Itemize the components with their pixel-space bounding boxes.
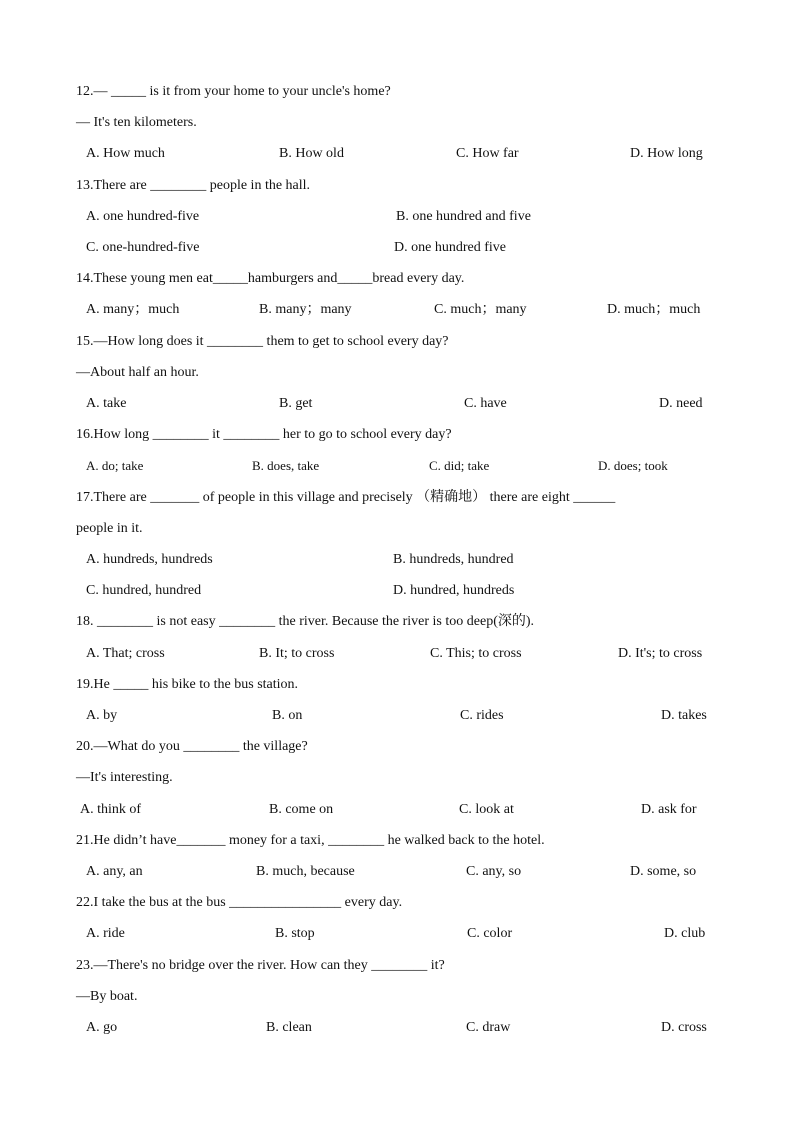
question-18-options	[86, 644, 714, 664]
option-d: D. cross	[661, 1020, 707, 1035]
option-b: B. on	[272, 708, 303, 723]
option-c: C. look at	[459, 802, 514, 817]
option-c: C. rides	[460, 708, 504, 723]
option-a: A. That; cross	[86, 646, 165, 661]
option-d: D. ask for	[641, 802, 697, 817]
option-b: B. clean	[266, 1020, 312, 1035]
option-c: C. color	[467, 926, 513, 941]
option-a: A. one hundred-five	[86, 209, 200, 224]
option-b: B. does, take	[252, 458, 320, 473]
option-d: D. one hundred five	[394, 240, 506, 255]
option-a: A. many；much	[86, 302, 180, 317]
option-d: D. takes	[661, 708, 707, 723]
option-c: C. much；many	[434, 302, 527, 317]
question-19-options	[86, 706, 714, 726]
option-c: C. hundred, hundred	[86, 583, 202, 598]
option-c: C. draw	[466, 1020, 511, 1035]
question-12-answer: — It's ten kilometers.	[76, 115, 197, 130]
option-d: D. much；much	[607, 302, 701, 317]
question-21-stem: 21.He didn’t have_______ money for a taxi, ________ he walked back to the hotel.	[76, 833, 545, 848]
option-a: A. ride	[86, 926, 125, 941]
question-15-answer: —About half an hour.	[76, 365, 199, 380]
question-23-stem: 23.—There's no bridge over the river. How can they ________ it?	[76, 958, 445, 973]
question-21-options	[86, 862, 714, 882]
question-17-stem: 17.There are _______ of people in this village and precisely （精确地） there are eight ______	[76, 490, 616, 505]
option-a: A. think of	[80, 802, 142, 817]
question-17-options-row-1	[86, 550, 714, 570]
question-15-stem: 15.—How long does it ________ them to get to school every day?	[76, 334, 449, 349]
question-12-stem: 12.— _____ is it from your home to your uncle's home?	[76, 84, 391, 99]
option-a: A. by	[86, 708, 118, 723]
option-a: A. hundreds, hundreds	[86, 552, 213, 567]
option-b: B. much, because	[256, 864, 355, 879]
question-13-options-row-1	[86, 207, 714, 227]
option-c: C. one-hundred-five	[86, 240, 200, 255]
option-c: C. any, so	[466, 864, 522, 879]
question-12-options	[86, 144, 714, 164]
question-23-answer: —By boat.	[76, 989, 138, 1004]
question-14-stem: 14.These young men eat_____hamburgers and_____bread every day.	[76, 271, 465, 286]
question-16-stem: 16.How long ________ it ________ her to go to school every day?	[76, 427, 452, 442]
option-c: C. did; take	[429, 458, 490, 473]
question-19-stem: 19.He _____ his bike to the bus station.	[76, 677, 299, 692]
question-13-stem: 13.There are ________ people in the hall.	[76, 178, 311, 193]
question-16-options	[86, 456, 714, 476]
question-14-options	[86, 300, 714, 320]
option-d: D. How long	[630, 146, 703, 161]
option-b: B. stop	[275, 926, 315, 941]
question-15-options	[86, 394, 714, 414]
option-a: A. How much	[86, 146, 165, 161]
option-b: B. How old	[279, 146, 344, 161]
question-18-stem: 18. ________ is not easy ________ the river. Because the river is too deep(深的).	[76, 614, 535, 629]
option-a: A. take	[86, 396, 127, 411]
option-c: C. have	[464, 396, 507, 411]
question-20-stem: 20.—What do you ________ the village?	[76, 739, 308, 754]
option-b: B. come on	[269, 802, 334, 817]
option-d: D. some, so	[630, 864, 697, 879]
option-a: A. do; take	[86, 458, 144, 473]
question-13-options-row-2	[86, 238, 714, 258]
option-b: B. one hundred and five	[396, 209, 531, 224]
question-20-answer: —It's interesting.	[76, 770, 173, 785]
option-d: D. need	[659, 396, 703, 411]
option-b: B. many；many	[259, 302, 352, 317]
option-b: B. It; to cross	[259, 646, 335, 661]
option-c: C. How far	[456, 146, 519, 161]
question-17-options-row-2	[86, 581, 714, 601]
option-d: D. It's; to cross	[618, 646, 703, 661]
option-a: A. any, an	[86, 864, 143, 879]
question-22-options	[86, 924, 714, 944]
option-b: B. get	[279, 396, 313, 411]
option-d: D. does; took	[598, 458, 668, 473]
question-22-stem: 22.I take the bus at the bus ________________ every day.	[76, 895, 403, 910]
question-20-options	[80, 800, 714, 820]
option-b: B. hundreds, hundred	[393, 552, 514, 567]
question-23-options	[86, 1018, 714, 1038]
question-17-stem-continued: people in it.	[76, 521, 143, 536]
option-c: C. This; to cross	[430, 646, 522, 661]
option-d: D. club	[664, 926, 706, 941]
option-d: D. hundred, hundreds	[393, 583, 515, 598]
option-a: A. go	[86, 1020, 118, 1035]
